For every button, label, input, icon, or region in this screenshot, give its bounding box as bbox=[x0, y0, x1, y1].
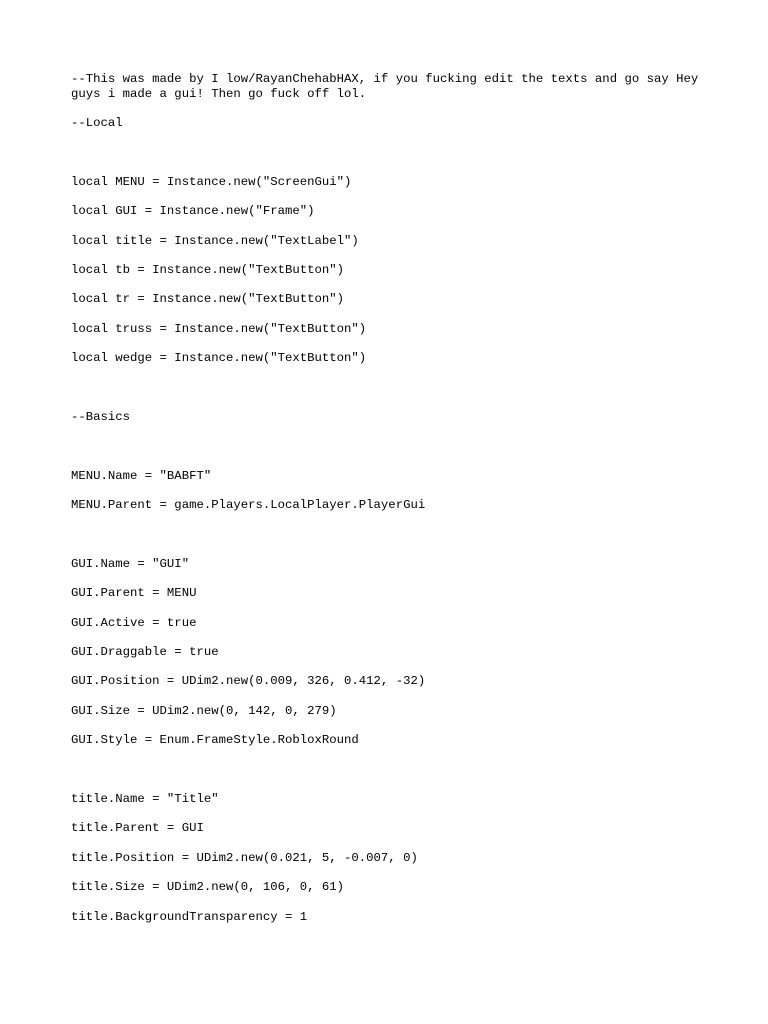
code-line: title.Parent = GUI bbox=[71, 821, 204, 836]
blank-line bbox=[71, 439, 711, 454]
comment-line-credit: --This was made by I low/RayanChehabHAX, if you fucking edit the texts and go say Hey guys i made a gui! Then go fuck off lol. bbox=[71, 72, 706, 101]
code-line: title.Name = "Title" bbox=[71, 792, 219, 806]
code-text-body bbox=[71, 72, 711, 939]
code-line: MENU.Name = "BABFT" bbox=[71, 468, 212, 483]
blank-line bbox=[71, 763, 711, 778]
code-line: MENU.Parent = game.Players.LocalPlayer.PlayerGui bbox=[71, 498, 426, 513]
code-line: GUI.Style = Enum.FrameStyle.RobloxRound bbox=[71, 733, 359, 748]
code-line: GUI.Active = true bbox=[71, 615, 197, 630]
blank-line bbox=[71, 528, 711, 543]
code-line: local tr = Instance.new("TextButton") bbox=[71, 292, 345, 307]
code-line: GUI.Parent = MENU bbox=[71, 586, 197, 601]
blank-line bbox=[71, 145, 711, 160]
code-line: local wedge = Instance.new("TextButton") bbox=[71, 351, 367, 366]
code-line: local MENU = Instance.new("ScreenGui") bbox=[71, 174, 352, 189]
code-line: local title = Instance.new("TextLabel") bbox=[71, 233, 359, 248]
code-line: local tb = Instance.new("TextButton") bbox=[71, 263, 345, 278]
code-line: GUI.Size = UDim2.new(0, 142, 0, 279) bbox=[71, 703, 337, 718]
code-line: local GUI = Instance.new("Frame") bbox=[71, 204, 315, 219]
code-line: title.BackgroundTransparency = 1 bbox=[71, 909, 308, 924]
code-line: GUI.Name = "GUI" bbox=[71, 556, 190, 571]
comment-line-local: --Local bbox=[71, 116, 123, 131]
code-line: GUI.Draggable = true bbox=[71, 645, 219, 660]
blank-line bbox=[71, 381, 711, 396]
code-line: local truss = Instance.new("TextButton") bbox=[71, 321, 367, 336]
code-line: GUI.Position = UDim2.new(0.009, 326, 0.412, -32) bbox=[71, 674, 426, 689]
code-line: title.Size = UDim2.new(0, 106, 0, 61) bbox=[71, 880, 345, 895]
code-line: title.Position = UDim2.new(0.021, 5, -0.007, 0) bbox=[71, 850, 418, 865]
comment-line-basics: --Basics bbox=[71, 409, 131, 424]
